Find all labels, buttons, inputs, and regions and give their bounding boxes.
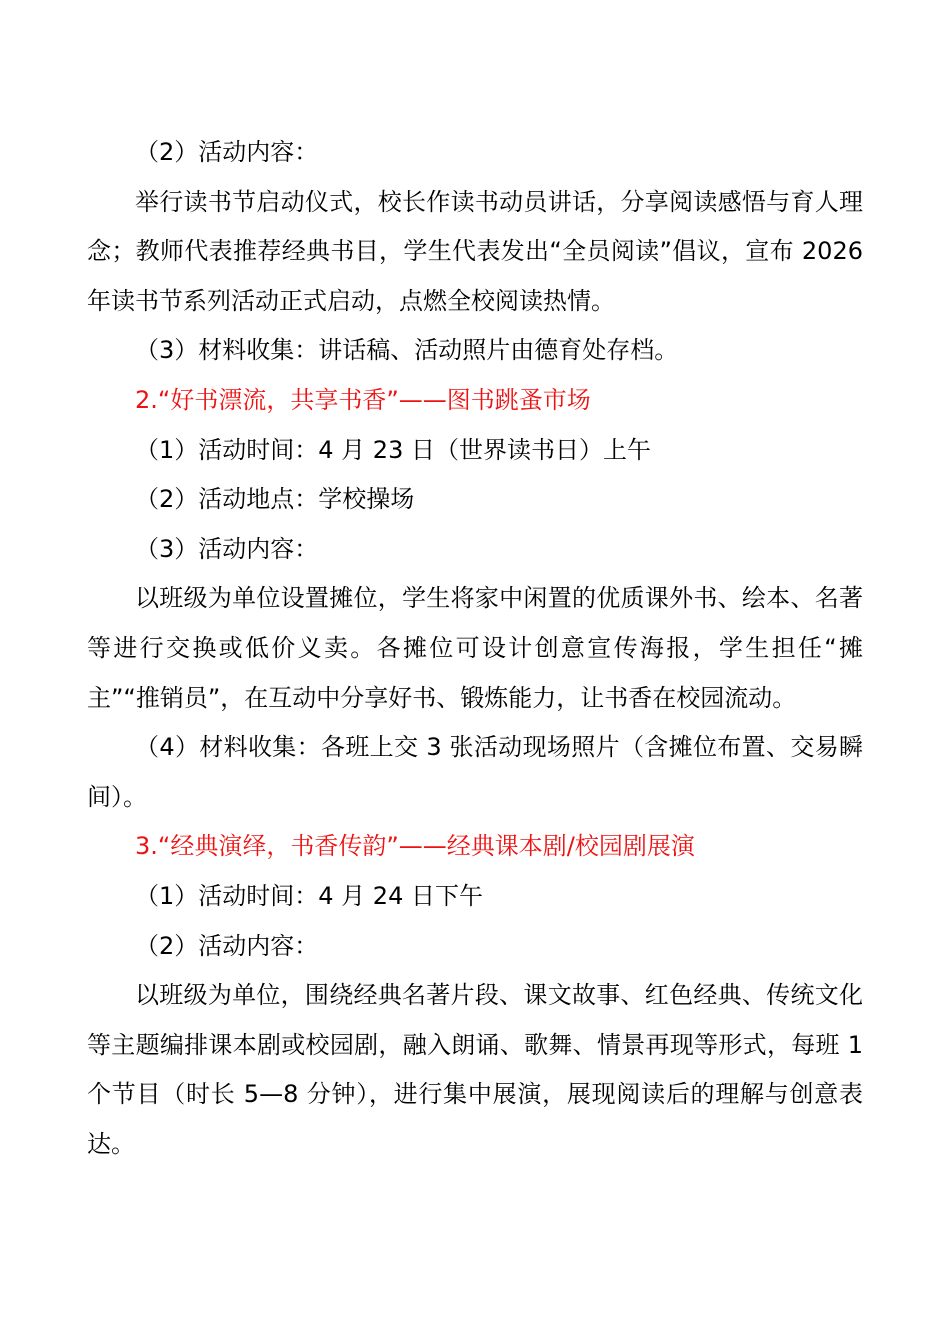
paragraph-materials-2: （4）材料收集：各班上交 3 张活动现场照片（含摊位布置、交易瞬间）。	[87, 733, 863, 811]
paragraph-activity-content-3: （2）活动内容：	[135, 931, 319, 960]
paragraph-launch-ceremony: 举行读书节启动仪式，校长作读书动员讲话，分享阅读感悟与育人理念；教师代表推荐经典书目，学生代表发出“全员阅读”倡议，宣布 2026 年读书节系列活动正式启动，点燃全校阅读热情。	[87, 187, 863, 315]
paragraph-activity-content-2: （3）活动内容：	[135, 534, 319, 563]
paragraph-book-market-description: 以班级为单位设置摊位，学生将家中闲置的优质课外书、绘本、名著等进行交换或低价义卖。各摊位可设计创意宣传海报，学生担任“摊主”“推销员”，在互动中分享好书、锻炼能力，让书香在校园流动。	[87, 584, 863, 712]
section-heading-book-market: 2.“好书漂流，共享书香”——图书跳蚤市场	[135, 385, 591, 414]
paragraph-activity-content-1: （2）活动内容：	[135, 138, 319, 166]
paragraph-drama-description: 以班级为单位，围绕经典名著片段、课文故事、红色经典、传统文化等主题编排课本剧或校园剧，融入朗诵、歌舞、情景再现等形式，每班 1 个节目（时长 5—8 分钟），进行集中展演，展现阅读后的理解与创意表达。	[87, 981, 863, 1158]
paragraph-activity-time-1: （1）活动时间：4 月 23 日（世界读书日）上午	[135, 435, 651, 464]
document-page	[87, 128, 863, 1169]
section-heading-drama-show: 3.“经典演绎，书香传韵”——经典课本剧/校园剧展演	[135, 832, 695, 861]
paragraph-materials-1: （3）材料收集：讲话稿、活动照片由德育处存档。	[135, 336, 679, 365]
paragraph-activity-time-2: （1）活动时间：4 月 24 日下午	[135, 881, 483, 910]
paragraph-activity-location: （2）活动地点：学校操场	[135, 485, 415, 514]
